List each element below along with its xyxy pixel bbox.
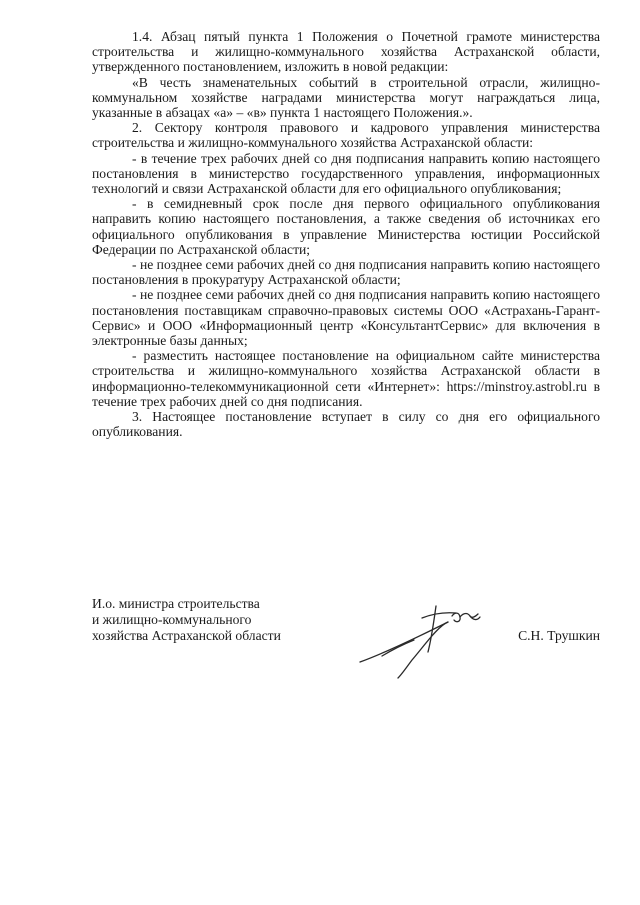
signatory-position-line: и жилищно-коммунального xyxy=(92,611,252,627)
handwritten-signature xyxy=(352,596,492,681)
signatory-position-line: хозяйства Астраханской области xyxy=(92,627,281,643)
signatory-position xyxy=(92,596,281,643)
paragraph-2-item-1: - в течение трех рабочих дней со дня подписания направить копию настоящего постановления в министерство государственного управления, информационных технологий и связи Астраханской области для его официального опубликования; xyxy=(92,150,600,197)
paragraph-2-item-5: - разместить настоящее постановление на официальном сайте министерства строительства и жилищно-коммунального хозяйства Астраханской области в информационно-телекоммуникационной сети «Интернет»: https://minstroy.astrobl.ru в течение трех рабочих дней со дня подписания. xyxy=(92,348,600,409)
paragraph-2: 2. Сектору контроля правового и кадрового управления министерства строительства и жилищно-коммунального хозяйства Астраханской области: xyxy=(92,120,600,151)
paragraph-2-item-3: - не позднее семи рабочих дней со дня подписания направить копию настоящего постановления в прокуратуру Астраханской области; xyxy=(92,257,600,288)
paragraph-2-item-2: - в семидневный срок после дня первого официального опубликования направить копию настоящего постановления, а также сведения об источниках его официального опубликования в управление Министерства юстиции Российской Федерации по Астраханской области; xyxy=(92,196,600,257)
paragraph-3: 3. Настоящее постановление вступает в силу со дня его официального опубликования. xyxy=(92,409,600,440)
document-body xyxy=(92,29,600,439)
signatory-name: С.Н. Трушкин xyxy=(518,628,600,643)
paragraph-2-item-4: - не позднее семи рабочих дней со дня подписания направить копию настоящего постановления поставщикам справочно-правовых системы ООО «Астрахань-Гарант-Сервис» и ООО «Информационный центр «КонсультантСервис» для включения в электронные базы данных; xyxy=(92,287,600,349)
paragraph-quote: «В честь знаменательных событий в строительной отрасли, жилищно-коммунальном хозяйстве наградами министерства могут награждаться лица, указанные в абзацах «а» – «в» пункта 1 настоящего Положения.». xyxy=(92,74,600,121)
paragraph-1-4: 1.4. Абзац пятый пункта 1 Положения о Почетной грамоте министерства строительства и жилищно-коммунального хозяйства Астраханской области, утвержденного постановлением, изложить в новой редакции: xyxy=(92,29,600,75)
signature-block xyxy=(92,596,600,676)
signatory-position-line: И.о. министра строительства xyxy=(92,596,260,611)
